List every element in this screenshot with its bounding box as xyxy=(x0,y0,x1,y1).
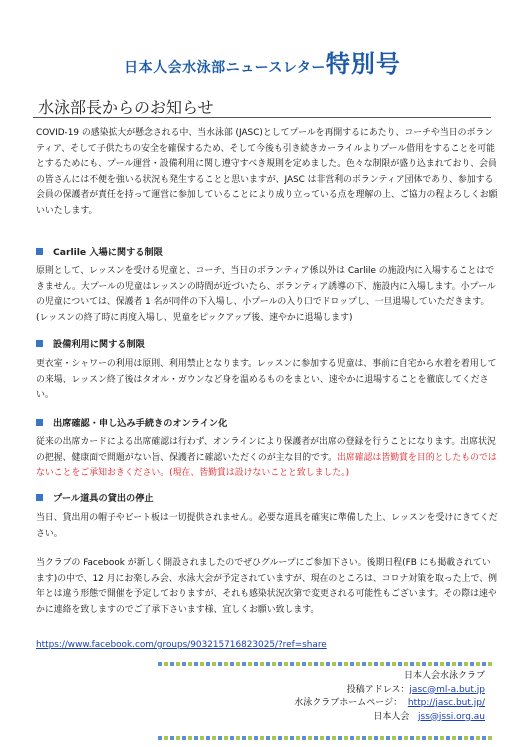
divider-dot xyxy=(488,736,492,740)
divider-dot xyxy=(266,662,270,666)
divider-dot xyxy=(374,736,378,740)
divider-dot xyxy=(158,662,162,666)
divider-dot xyxy=(404,736,408,740)
divider-dot xyxy=(476,736,480,740)
divider-dot xyxy=(428,662,432,666)
divider-dot xyxy=(248,736,252,740)
divider-dot xyxy=(164,736,168,740)
divider-dot xyxy=(248,662,252,666)
divider-dot xyxy=(170,662,174,666)
divider-dot xyxy=(212,662,216,666)
footer-home-label: 水泳クラブホームページ： xyxy=(294,698,403,708)
divider-dot xyxy=(386,662,390,666)
divider-dot xyxy=(200,736,204,740)
square-bullet-icon xyxy=(36,494,43,501)
divider-dot xyxy=(314,736,318,740)
divider-dot xyxy=(416,736,420,740)
divider-dot xyxy=(452,736,456,740)
divider-dot xyxy=(482,662,486,666)
divider-dot xyxy=(236,662,240,666)
divider-dot xyxy=(458,662,462,666)
divider-dot xyxy=(356,736,360,740)
square-bullet-icon xyxy=(36,419,43,426)
divider-dot xyxy=(182,662,186,666)
divider-dot xyxy=(392,662,396,666)
dot-divider-top xyxy=(158,662,493,666)
divider-dot xyxy=(242,662,246,666)
divider-dot xyxy=(200,662,204,666)
divider-dot xyxy=(350,736,354,740)
section-heading-label: 設備利用に関する制限 xyxy=(53,339,145,350)
divider-dot xyxy=(176,736,180,740)
section-body-attendance xyxy=(36,435,498,482)
divider-dot xyxy=(170,736,174,740)
divider-dot xyxy=(422,736,426,740)
divider-dot xyxy=(296,736,300,740)
divider-dot xyxy=(302,662,306,666)
divider-dot xyxy=(194,662,198,666)
attendance-text: 従来の出席カードによる出席確認は行わず、オンラインにより保護者が出席の登録を行うことになります。出席状況の把握、健康面で問題がない旨、保護者に確認いただくのが主な目的です。 xyxy=(36,437,496,463)
divider-dot xyxy=(212,736,216,740)
divider-dot xyxy=(380,736,384,740)
divider-dot xyxy=(356,662,360,666)
divider-dot xyxy=(236,736,240,740)
divider-dot xyxy=(266,736,270,740)
divider-dot xyxy=(176,662,180,666)
divider-dot xyxy=(428,736,432,740)
divider-dot xyxy=(332,736,336,740)
divider-dot xyxy=(218,662,222,666)
divider-dot xyxy=(296,662,300,666)
dot-divider-graphic xyxy=(158,736,493,740)
divider-dot xyxy=(218,736,222,740)
section-heading-entry xyxy=(36,244,163,258)
dot-divider-graphic xyxy=(158,662,493,666)
divider-dot xyxy=(182,736,186,740)
divider-dot xyxy=(476,662,480,666)
divider-dot xyxy=(392,736,396,740)
divider-dot xyxy=(344,736,348,740)
facebook-group-link[interactable]: https://www.facebook.com/groups/903215716823025/?ref=share xyxy=(36,640,327,650)
divider-dot xyxy=(488,662,492,666)
divider-dot xyxy=(308,736,312,740)
footer-post-label: 投稿アドレス： xyxy=(346,684,410,695)
divider-dot xyxy=(464,662,468,666)
divider-dot xyxy=(374,662,378,666)
divider-dot xyxy=(194,736,198,740)
divider-dot xyxy=(278,662,282,666)
divider-dot xyxy=(368,662,372,666)
divider-dot xyxy=(230,736,234,740)
divider-dot xyxy=(290,736,294,740)
divider-dot xyxy=(458,736,462,740)
intro-paragraph: COVID-19 の感染拡大が懸念される中、当水泳部 (JASC)としてプールを再開するにあたり、コーチや当日のボランティア、そして子供たちの安全を確保するため、そして今後も引き続きカーライルよりプール借用をすることを可能とするためにも、プール運営・設備利用に関し遵守すべき規則を定めました。色々な制限が盛り込まれており、会員の皆さんには不便を強いる状況も発生することと思いますが、JASC は非営利のボランティア団体であり、参加する会員の保護者が責任を持って運営に参加していることにより成り立っている点を理解の上、ご協力の程よろしくお願いいたします。 xyxy=(36,128,498,216)
square-bullet-icon xyxy=(36,340,43,347)
divider-dot xyxy=(260,662,264,666)
divider-dot xyxy=(446,736,450,740)
section-heading-facilities xyxy=(36,336,145,350)
divider-dot xyxy=(224,662,228,666)
section-heading-label: 出席確認・申し込み手続きのオンライン化 xyxy=(53,418,228,429)
divider-dot xyxy=(380,662,384,666)
divider-dot xyxy=(440,736,444,740)
divider-dot xyxy=(410,662,414,666)
divider-dot xyxy=(338,662,342,666)
newsletter-title-prefix: 日本人会水泳部ニュースレター xyxy=(124,60,326,76)
divider-dot xyxy=(398,662,402,666)
square-bullet-icon xyxy=(36,248,43,255)
divider-dot xyxy=(254,736,258,740)
divider-dot xyxy=(242,736,246,740)
divider-dot xyxy=(386,736,390,740)
newsletter-header xyxy=(0,44,525,79)
divider-dot xyxy=(434,736,438,740)
divider-dot xyxy=(350,662,354,666)
divider-dot xyxy=(260,736,264,740)
divider-dot xyxy=(206,662,210,666)
footer-contact xyxy=(294,670,485,724)
divider-dot xyxy=(320,736,324,740)
divider-dot xyxy=(338,736,342,740)
footer-jc-row xyxy=(294,711,485,725)
divider-dot xyxy=(362,662,366,666)
divider-dot xyxy=(482,736,486,740)
footer-jc-label: 日本人会 xyxy=(373,711,410,722)
homepage-link[interactable]: http://jasc.but.jp/ xyxy=(407,698,485,708)
divider-dot xyxy=(440,662,444,666)
divider-dot xyxy=(434,662,438,666)
divider-dot xyxy=(278,736,282,740)
divider-dot xyxy=(320,662,324,666)
section-body-entry: 原則として、レッスンを受ける児童と、コーチ、当日のボランティア係以外は Carlile の施設内に入場することはできません。大プールの児童はレッスンの時間が近づいたら、ボランティア誘導の下、施設内に入場します。小プールの児童については、保護者 1 名が同伴の下入場し、小プールの入り口でドロップし、一旦退場していただきます。(レッスンの終了時に再度入場し、児童をピックアップ後、速やかに退場します) xyxy=(36,266,496,323)
divider-dot xyxy=(404,662,408,666)
section-body-facilities: 更衣室・シャワーの利用は原則、利用禁止となります。レッスンに参加する児童は、事前に自宅から水着を着用しての来場、レッスン終了後はタオル・ガウンなど身を温めるものをまとい、速やかに退場することを徹底してください。 xyxy=(36,359,497,400)
divider-dot xyxy=(398,736,402,740)
divider-dot xyxy=(164,662,168,666)
divider-dot xyxy=(470,662,474,666)
section-heading-label: プール道具の貸出の停止 xyxy=(53,493,154,504)
divider-dot xyxy=(188,736,192,740)
divider-dot xyxy=(224,736,228,740)
jc-email-link[interactable]: jss@jssi.org.au xyxy=(418,711,485,722)
divider xyxy=(33,117,491,118)
divider-dot xyxy=(326,736,330,740)
footer-home-row xyxy=(294,697,485,711)
newsletter-title-special: 特別号 xyxy=(325,50,401,78)
section-body-equipment: 当日、貸出用の帽子やビート板は一切提供されません。必要な道具を確実に準備した上、レッスンを受けにきてください。 xyxy=(36,513,498,539)
divider-dot xyxy=(272,736,276,740)
divider-dot xyxy=(314,662,318,666)
divider-dot xyxy=(158,736,162,740)
divider-dot xyxy=(446,662,450,666)
page-subtitle: 水泳部長からのお知らせ xyxy=(38,98,214,117)
footer-club-name: 日本人会水泳クラブ xyxy=(403,671,485,681)
divider-dot xyxy=(368,736,372,740)
divider-dot xyxy=(326,662,330,666)
divider-dot xyxy=(206,736,210,740)
divider-dot xyxy=(308,662,312,666)
divider-dot xyxy=(464,736,468,740)
attendance-warning-text: 出席確認は皆勤賞を目的としたものではないことをご承知おきください。(現在、皆勤賞は設けないことと致しました。) xyxy=(36,452,497,478)
section-heading-attendance xyxy=(36,415,227,429)
divider-dot xyxy=(284,736,288,740)
divider-dot xyxy=(230,662,234,666)
divider-dot xyxy=(284,662,288,666)
divider-dot xyxy=(410,736,414,740)
footer-post-row xyxy=(294,684,485,698)
divider-dot xyxy=(416,662,420,666)
divider-dot xyxy=(332,662,336,666)
divider-dot xyxy=(302,736,306,740)
section-heading-label: Carlile 入場に関する制限 xyxy=(53,247,163,258)
section-heading-equipment xyxy=(36,490,154,504)
dot-divider-bottom xyxy=(158,736,493,740)
divider-dot xyxy=(254,662,258,666)
post-email-link[interactable]: jasc@ml-a.but.jp xyxy=(409,684,485,695)
divider-dot xyxy=(362,736,366,740)
divider-dot xyxy=(344,662,348,666)
facebook-paragraph: 当クラブの Facebook が新しく開設されましたのでぜひグループにご参加下さい。後期日程(FB にも掲載されています)の中で、12 月にお楽しみ会、水泳大会が予定されていますが、現在のところは、コロナ対策を取った上で、例年とは違う形態で開催を予定しておりますが、それも感染状況次第で変更される可能性もございます。その際は速やかに連絡を致しますのでご了承下さいます様、宜しくお願い致します。 xyxy=(36,558,497,615)
divider-dot xyxy=(452,662,456,666)
divider-dot xyxy=(290,662,294,666)
divider-dot xyxy=(422,662,426,666)
divider-dot xyxy=(470,736,474,740)
divider-dot xyxy=(272,662,276,666)
divider-dot xyxy=(188,662,192,666)
